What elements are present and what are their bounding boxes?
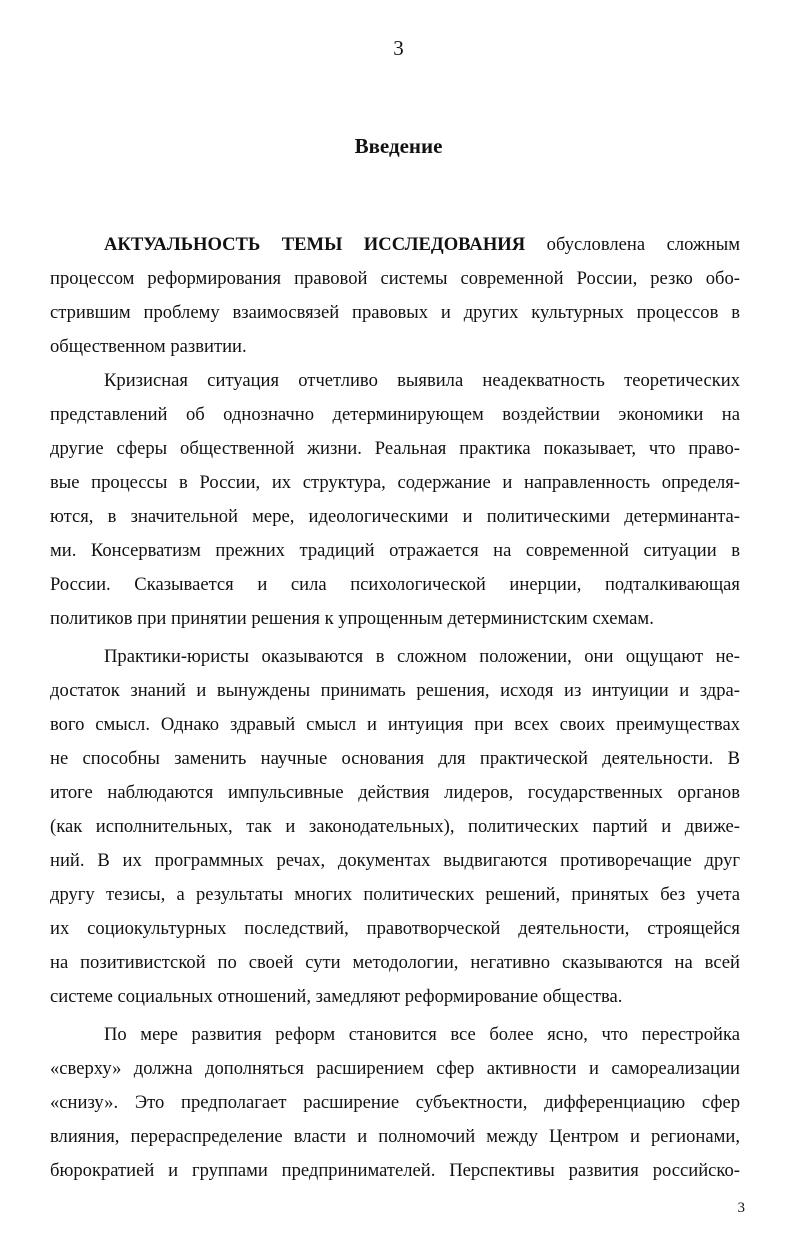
text-line: другу тезисы, а результаты многих политических решений, принятых без учета <box>50 884 740 905</box>
page-number-top: 3 <box>393 36 404 60</box>
text-line: ми. Консерватизм прежних традиций отражается на современной ситуации в <box>50 540 740 561</box>
text-line: другие сферы общественной жизни. Реальная практика показывает, что право- <box>50 438 740 459</box>
text-line: итоге наблюдаются импульсивные действия лидеров, государственных органов <box>50 782 740 803</box>
lead-phrase: АКТУАЛЬНОСТЬ ТЕМЫ ИССЛЕДОВАНИЯ <box>104 234 526 255</box>
text-line: достаток знаний и вынуждены принимать решения, исходя из интуиции и здра- <box>50 680 740 701</box>
text-line: «сверху» должна дополняться расширением сфер активности и самореализации <box>50 1058 740 1079</box>
text-line: России. Сказывается и сила психологической инерции, подталкивающая <box>50 574 740 595</box>
text-line: Практики-юристы оказываются в сложном положении, они ощущают не- <box>104 646 740 667</box>
text-line: общественном развитии. <box>50 336 247 357</box>
text-line: на позитивистской по своей сути методологии, негативно сказываются на всей <box>50 952 740 973</box>
text-line: вые процессы в России, их структура, содержание и направленность определя- <box>50 472 740 493</box>
text-line: процессом реформирования правовой системы современной России, резко обо- <box>50 268 740 289</box>
text-line: бюрократией и группами предпринимателей. Перспективы развития российско- <box>50 1160 740 1181</box>
text-line: системе социальных отношений, замедляют реформирование общества. <box>50 986 623 1007</box>
text-line: ний. В их программных речах, документах выдвигаются противоречащие друг <box>50 850 740 871</box>
text-line: не способны заменить научные основания для практической деятельности. В <box>50 748 740 769</box>
text-line: ются, в значительной мере, идеологическими и политическими детерминанта- <box>50 506 740 527</box>
page-number-bottom: 3 <box>737 1200 745 1216</box>
lead-continuation: обусловлена сложным <box>525 234 740 255</box>
text-line: стрившим проблему взаимосвязей правовых и других культурных процессов в <box>50 302 740 323</box>
text-line: (как исполнительных, так и законодательных), политических партий и движе- <box>50 816 740 837</box>
text-line: Кризисная ситуация отчетливо выявила неадекватность теоретических <box>104 370 740 391</box>
text-line: их социокультурных последствий, правотворческой деятельности, строящейся <box>50 918 740 939</box>
text-line <box>104 228 740 262</box>
text-line: вого смысл. Однако здравый смысл и интуиция при всех своих преимуществах <box>50 714 740 735</box>
text-line: «снизу». Это предполагает расширение субъектности, дифференциацию сфер <box>50 1092 740 1113</box>
text-line: влияния, перераспределение власти и полномочий между Центром и регионами, <box>50 1126 740 1147</box>
text-line: По мере развития реформ становится все более ясно, что перестройка <box>104 1024 740 1045</box>
page-title: Введение <box>354 134 443 158</box>
text-line: представлений об однозначно детерминирующем воздействии экономики на <box>50 404 740 425</box>
text-line: политиков при принятии решения к упрощенным детерминистским схемам. <box>50 608 654 629</box>
